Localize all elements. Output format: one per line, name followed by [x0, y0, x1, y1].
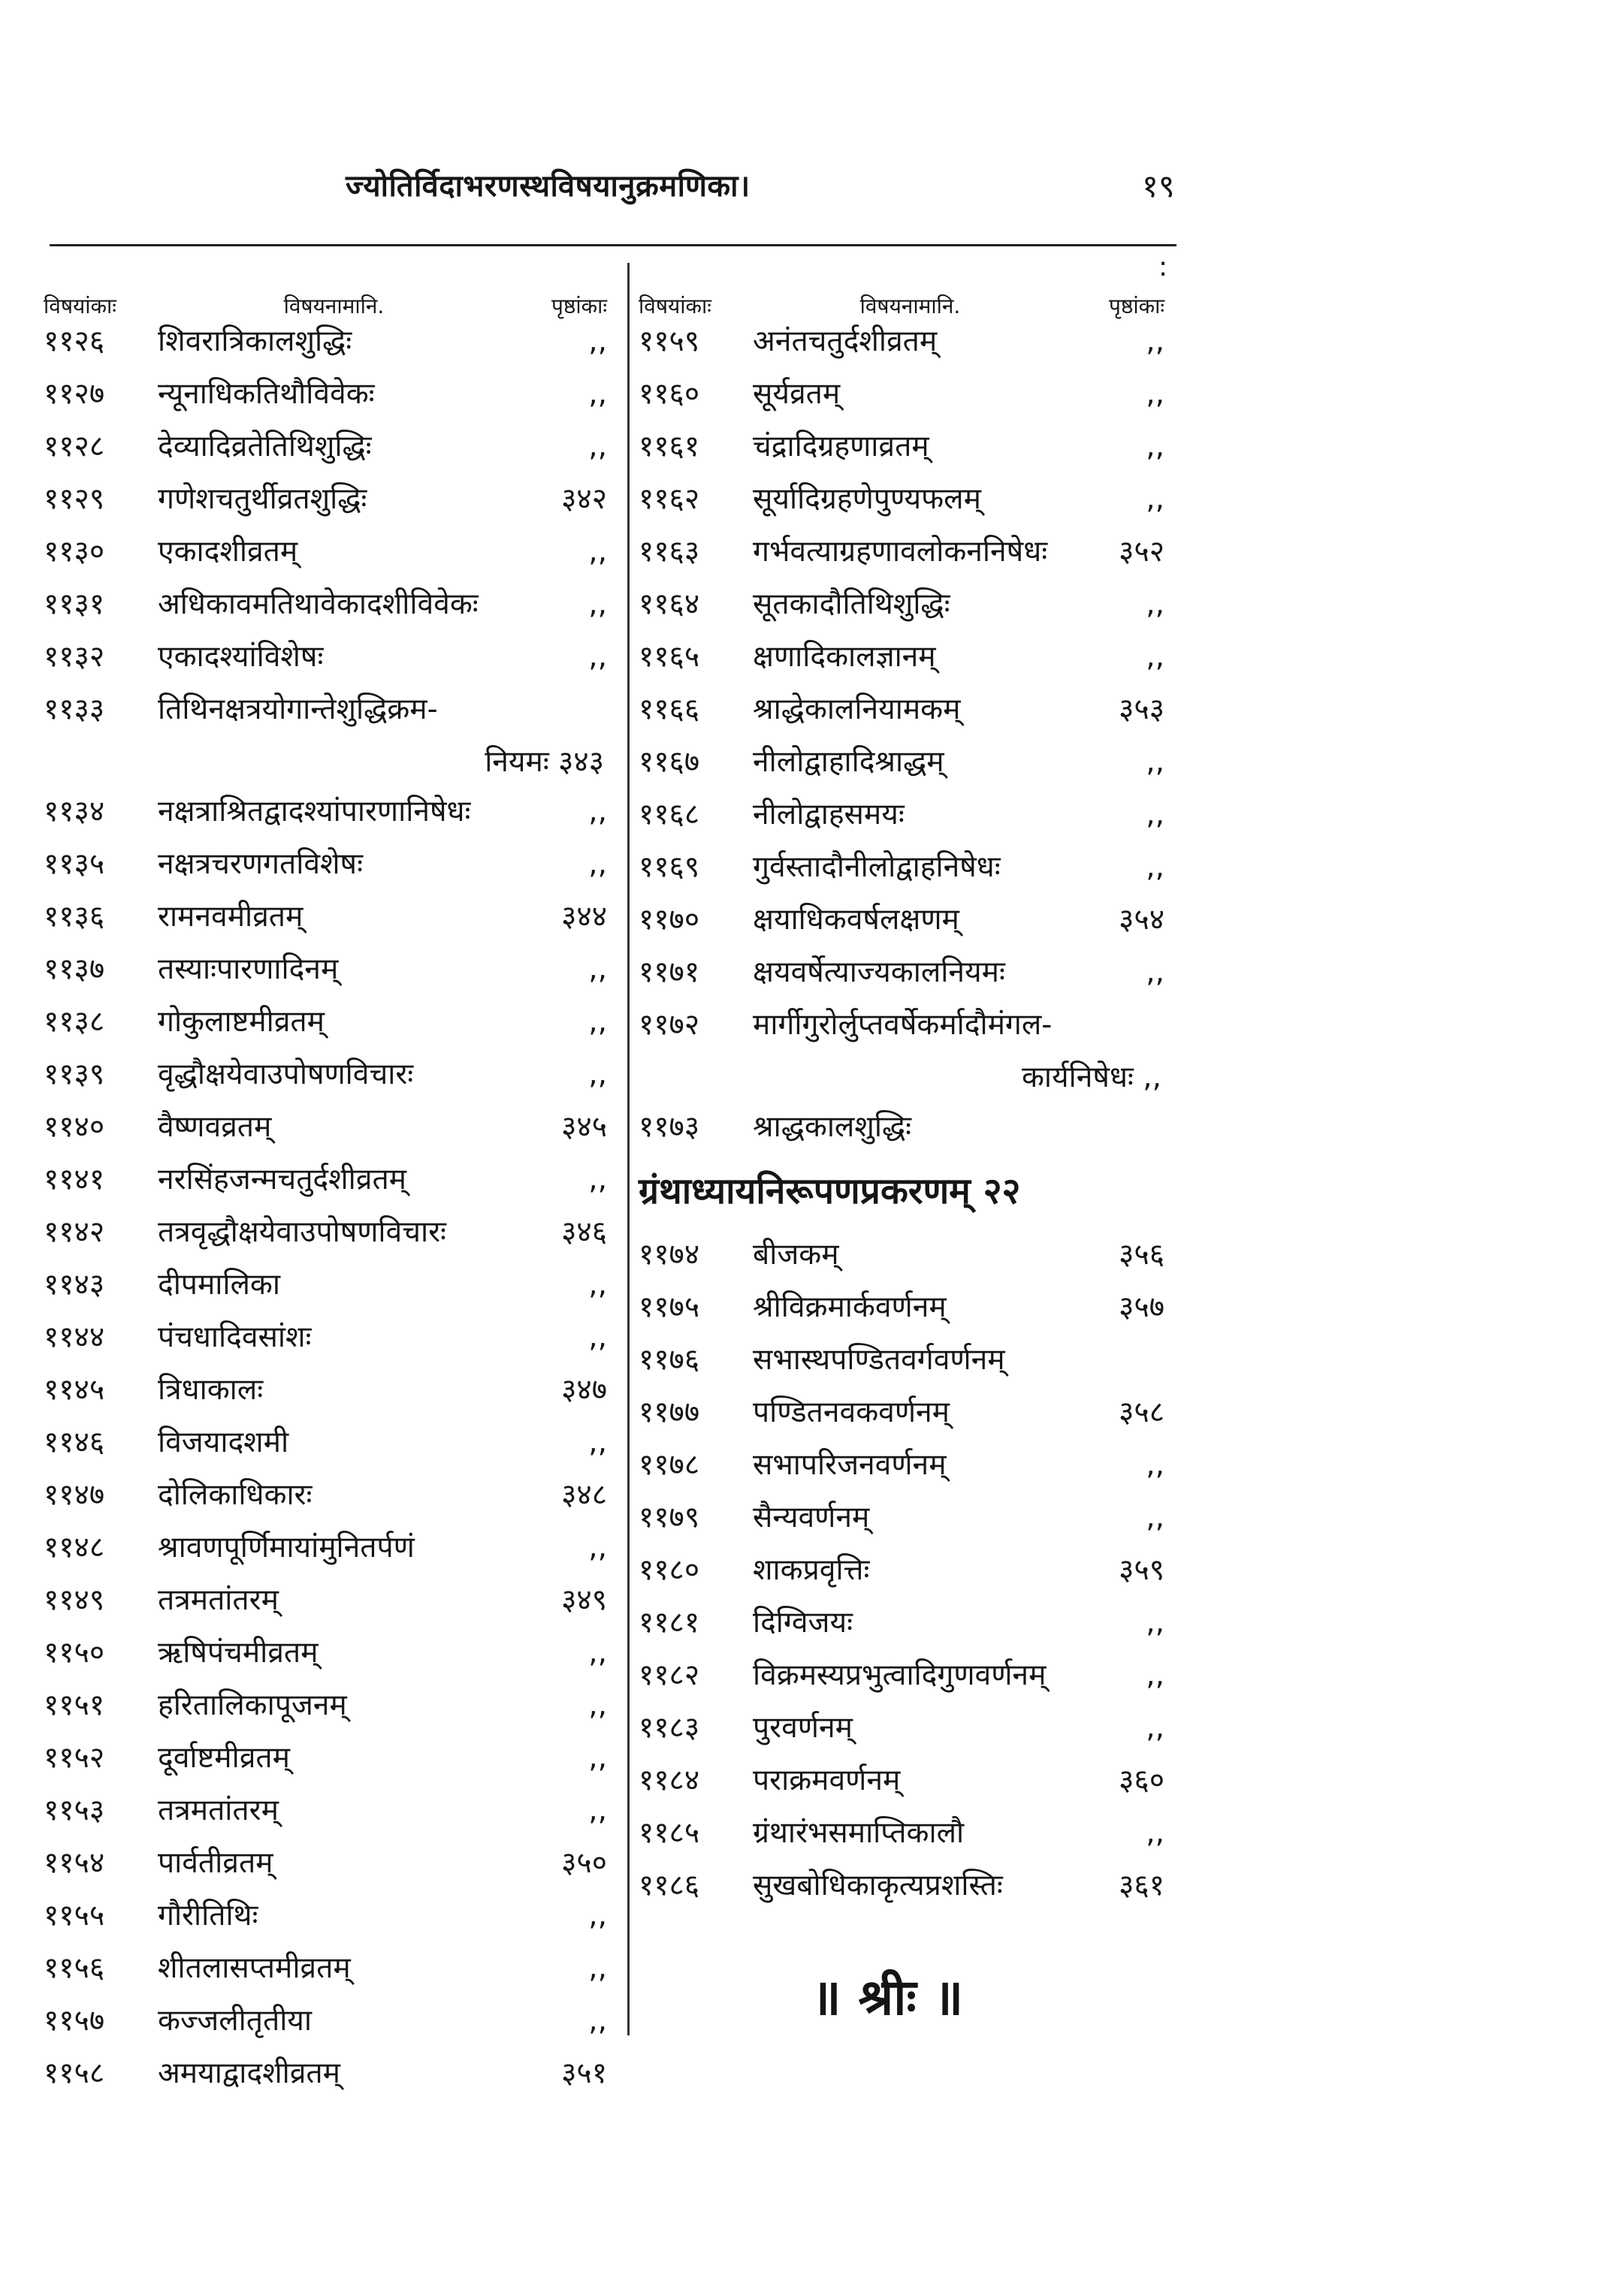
entry-title: अनंतचतुर्दशीव्रतम्: [753, 324, 938, 358]
entry-number: ११२८: [44, 430, 105, 463]
entry-number: ११८६: [639, 1869, 700, 1902]
toc-entry: [44, 790, 607, 843]
entry-number: ११८४: [639, 1763, 700, 1797]
toc-entry: [44, 1526, 607, 1579]
entry-number: ११७४: [639, 1238, 700, 1272]
entry-title: गर्भवत्याग्रहणावलोकननिषेधः: [753, 535, 1048, 569]
entry-page: ,,: [588, 1636, 607, 1670]
toc-entry: [44, 1000, 607, 1053]
entry-number: ११६६: [639, 692, 700, 726]
toc-entry: [639, 320, 1164, 373]
toc-entry: [44, 895, 607, 948]
entry-page: ,,: [1146, 587, 1164, 621]
entry-title: शीतलासप्तमीव्रतम्: [158, 1951, 351, 1985]
entry-title: सभापरिजनवर्णनम्: [753, 1448, 947, 1482]
entry-title: हरितालिकापूजनम्: [158, 1688, 347, 1722]
entry-number: ११३९: [44, 1057, 105, 1091]
entry-number: ११८२: [639, 1658, 700, 1692]
entry-page: ,,: [1146, 430, 1164, 463]
left-column-header: [44, 276, 607, 320]
toc-entry: [44, 425, 607, 478]
entry-number: ११६५: [639, 640, 700, 674]
toc-entry: [44, 1053, 607, 1106]
entry-title: गोकुलाष्टमीव्रतम्: [158, 1005, 325, 1039]
toc-entry: [44, 1736, 607, 1789]
entry-title: गौरीतिथिः: [158, 1899, 258, 1932]
entry-page: ,,: [588, 1057, 607, 1091]
entry-page: ,,: [1146, 1658, 1164, 1692]
entry-page: ,,: [588, 795, 607, 828]
toc-entry: [639, 1812, 1164, 1864]
entry-title: पुरवर्णनम्: [753, 1711, 853, 1745]
toc-entry: [639, 1601, 1164, 1654]
entry-page: ३५७: [1119, 1290, 1164, 1324]
entry-title: श्रीविक्रमार्कवर्णनम्: [753, 1290, 947, 1324]
toc-entry: [639, 425, 1164, 478]
toc-entry: [44, 320, 607, 373]
toc-entry: [44, 1631, 607, 1684]
entry-page: ३४७: [561, 1373, 607, 1407]
entry-page: ,,: [588, 1005, 607, 1039]
toc-entry: [44, 1579, 607, 1631]
entry-title: अधिकावमतिथावेकादशीविवेकः: [158, 587, 479, 621]
header-number-label: विषयांकाः: [639, 294, 711, 318]
entry-page: ३५२: [1119, 535, 1164, 569]
toc-entry: [639, 1549, 1164, 1601]
toc-entry: [44, 688, 607, 741]
entry-number: ११३०: [44, 535, 105, 569]
entry-title: तत्रमतांतरम्: [158, 1794, 279, 1827]
entry-number: ११४७: [44, 1478, 105, 1512]
entry-title: एकादशीव्रतम्: [158, 535, 298, 569]
entry-page: ,,: [588, 1688, 607, 1722]
running-title: ज्योतिर्विदाभरणस्थविषयानुक्रमणिका।: [346, 169, 751, 204]
left-entries: [44, 320, 607, 741]
entry-title: सैन्यवर्णनम्: [753, 1501, 870, 1534]
entry-title: नीलोद्वाहादिश्राद्धम्: [753, 745, 944, 779]
entry-page: ,,: [1146, 1711, 1164, 1745]
entry-number: ११५३: [44, 1794, 105, 1827]
entry-continuation: नियमः ३४३: [485, 745, 604, 779]
entry-page: ,,: [588, 430, 607, 463]
entry-title: शाकप्रवृत्तिः: [753, 1553, 870, 1587]
entry-title: पंचधादिवसांशः: [158, 1320, 312, 1354]
toc-entry: [44, 1947, 607, 1999]
entry-number: ११५२: [44, 1741, 105, 1775]
entry-title: नीलोद्वाहसमयः: [753, 798, 905, 831]
toc-entry: [44, 1789, 607, 1842]
toc-entry: [44, 1684, 607, 1736]
entry-title: गुर्वस्तादौनीलोद्वाहनिषेधः: [753, 850, 1001, 884]
toc-entry: [639, 1233, 1164, 1286]
entry-number: ११८०: [639, 1553, 700, 1587]
toc-entry: [44, 1211, 607, 1263]
entry-title: मार्गीगुरोर्लुप्तवर्षेकर्मादौमंगल-: [753, 1008, 1053, 1042]
entry-number: ११५४: [44, 1846, 105, 1880]
toc-entry: [639, 1706, 1164, 1759]
entry-title: तिथिनक्षत्रयोगान्तेशुद्धिक्रम-: [158, 692, 438, 726]
entry-number: ११४५: [44, 1373, 105, 1407]
entry-title: विजयादशमी: [158, 1426, 289, 1459]
entry-page: ३४६: [561, 1215, 607, 1249]
entry-number: ११६२: [639, 482, 700, 516]
right-entries-3: [639, 1233, 1164, 1917]
toc-entry: [44, 1106, 607, 1158]
entry-number: ११५८: [44, 2056, 105, 2090]
entry-title: वैष्णवव्रतम्: [158, 1110, 272, 1144]
header-subject-label: विषयनामानि.: [283, 294, 385, 318]
entry-page: ,,: [588, 377, 607, 411]
toc-entry: [44, 1842, 607, 1894]
entry-page: ,,: [588, 1531, 607, 1564]
entry-number: ११७०: [639, 903, 700, 937]
entry-continuation: कार्यनिषेधः ,,: [1021, 1061, 1161, 1094]
entry-number: ११८३: [639, 1711, 700, 1745]
entry-number: ११३३: [44, 692, 105, 726]
entry-number: ११३२: [44, 640, 105, 674]
header-rule: [50, 244, 1176, 246]
entry-title: सुखबोधिकाकृत्यप्रशस्तिः: [753, 1869, 1003, 1902]
entry-number: ११४६: [44, 1426, 105, 1459]
entry-page: ३५९: [1119, 1553, 1164, 1587]
entry-number: ११४८: [44, 1531, 105, 1564]
entry-title: एकादश्यांविशेषः: [158, 640, 324, 674]
entry-number: ११६९: [639, 850, 700, 884]
entry-page: ,,: [1146, 798, 1164, 831]
toc-entry: [44, 583, 607, 635]
toc-entry: [639, 1338, 1164, 1391]
right-column: [639, 276, 1164, 2037]
entry-number: ११५५: [44, 1899, 105, 1932]
entry-number: ११६८: [639, 798, 700, 831]
entry-page: ,,: [1146, 955, 1164, 989]
toc-entry: [44, 1894, 607, 1947]
entry-number: ११३१: [44, 587, 105, 621]
entry-title: चंद्रादिग्रहणाव्रतम्: [753, 430, 929, 463]
entry-title: पण्डितनवकवर्णनम्: [753, 1395, 950, 1429]
entry-number: ११३४: [44, 795, 105, 828]
toc-entry: [639, 373, 1164, 425]
entry-title: तत्रवृद्धौक्षयेवाउपोषणविचारः: [158, 1215, 446, 1249]
entry-number: ११७५: [639, 1290, 700, 1324]
entry-title: बीजकम्: [753, 1238, 839, 1272]
page-number: १९: [1142, 167, 1175, 204]
entry-number: ११२६: [44, 324, 105, 358]
entry-number: ११४९: [44, 1583, 105, 1617]
toc-entry: [639, 898, 1164, 951]
entry-title: त्रिधाकालः: [158, 1373, 264, 1407]
toc-entry: [44, 1368, 607, 1421]
entry-page: ३४८: [561, 1478, 607, 1512]
toc-entry: [639, 478, 1164, 530]
entry-page: ३४५: [561, 1110, 607, 1144]
right-entries: [639, 320, 1164, 1056]
toc-entry: [639, 583, 1164, 635]
entry-page: ३४२: [561, 482, 607, 516]
entry-title: कज्जलीतृतीया: [158, 2004, 313, 2038]
toc-entry: [639, 530, 1164, 583]
entry-number: ११४२: [44, 1215, 105, 1249]
entry-title: क्षयवर्षेत्याज्यकालनियमः: [753, 955, 1005, 989]
toc-entry: [44, 635, 607, 688]
entry-title: ऋषिपंचमीव्रतम्: [158, 1636, 319, 1670]
entry-page: ,,: [1146, 640, 1164, 674]
toc-entry: [639, 1003, 1164, 1056]
entry-page: ३५८: [1119, 1395, 1164, 1429]
right-entries-2: [639, 1106, 1164, 1158]
entry-title: देव्यादिव्रतेतिथिशुद्धिः: [158, 430, 372, 463]
toc-entry: [639, 635, 1164, 688]
entry-number: ११३८: [44, 1005, 105, 1039]
entry-title: श्रावणपूर्णिमायांमुनितर्पणं: [158, 1531, 415, 1564]
entry-title: क्षणादिकालज्ञानम्: [753, 640, 936, 674]
entry-page: ३४४: [561, 900, 607, 934]
entry-page: ,,: [1146, 377, 1164, 411]
entry-page: ,,: [588, 1899, 607, 1932]
header-number-label: विषयांकाः: [44, 294, 116, 318]
entry-page: ,,: [588, 640, 607, 674]
entry-title: सभास्थपण्डितवर्गवर्णनम्: [753, 1343, 1005, 1377]
header-subject-label: विषयनामानि.: [859, 294, 961, 318]
toc-entry: [44, 373, 607, 425]
toc-entry: [639, 688, 1164, 741]
entry-number: ११५९: [639, 324, 700, 358]
toc-entry: [44, 1263, 607, 1316]
entry-page: ,,: [588, 1268, 607, 1302]
entry-number: ११७२: [639, 1008, 700, 1042]
toc-entry: [44, 1999, 607, 2052]
entry-number: ११७३: [639, 1110, 700, 1144]
entry-number: ११३७: [44, 952, 105, 986]
toc-entry: [44, 1158, 607, 1211]
entry-page: ,,: [588, 1951, 607, 1985]
entry-title: दूर्वाष्टमीव्रतम्: [158, 1741, 290, 1775]
entry-page: ,,: [1146, 850, 1164, 884]
entry-page: ,,: [588, 1794, 607, 1827]
entry-number: ११४४: [44, 1320, 105, 1354]
entry-page: ३५०: [561, 1846, 607, 1880]
toc-entry: [44, 843, 607, 895]
entry-number: ११८१: [639, 1606, 700, 1640]
entry-number: ११७९: [639, 1501, 700, 1534]
entry-number: ११६४: [639, 587, 700, 621]
toc-entry: [639, 1106, 1164, 1158]
toc-entry: [44, 478, 607, 530]
entry-title: क्षयाधिकवर्षलक्षणम्: [753, 903, 959, 937]
entry-number: ११४०: [44, 1110, 105, 1144]
entry-page: ,,: [1146, 1501, 1164, 1534]
closing-mark: ॥ श्रीः ॥: [811, 1969, 964, 2026]
corner-mark: :: [1158, 252, 1168, 282]
entry-title: वृद्धौक्षयेवाउपोषणविचारः: [158, 1057, 414, 1091]
entry-page: ,,: [588, 587, 607, 621]
entry-page: ,,: [588, 324, 607, 358]
entry-title: सूर्यादिग्रहणेपुण्यफलम्: [753, 482, 981, 516]
entry-number: ११८५: [639, 1816, 700, 1850]
entry-page: ३६०: [1119, 1763, 1164, 1797]
toc-entry: [44, 1421, 607, 1474]
entry-title: श्राद्धकालशुद्धिः: [753, 1110, 912, 1144]
entry-page: ,,: [588, 952, 607, 986]
entry-page: ३५४: [1119, 903, 1164, 937]
toc-entry: [44, 530, 607, 583]
entry-number: ११६०: [639, 377, 700, 411]
toc-entry: [639, 1286, 1164, 1338]
entry-title: रामनवमीव्रतम्: [158, 900, 304, 934]
entry-title: नक्षत्रचरणगतविशेषः: [158, 847, 363, 881]
entry-title: सूतकादौतिथिशुद्धिः: [753, 587, 950, 621]
entry-page: ,,: [588, 1741, 607, 1775]
toc-entry: [639, 793, 1164, 846]
toc-entry: [639, 846, 1164, 898]
entry-number: ११२७: [44, 377, 105, 411]
entry-number: ११२९: [44, 482, 105, 516]
entry-title: तत्रमतांतरम्: [158, 1583, 279, 1617]
entry-page: ३४९: [561, 1583, 607, 1617]
toc-entry: [639, 1444, 1164, 1496]
entry-page: ,,: [588, 2004, 607, 2038]
toc-entry: [44, 1316, 607, 1368]
entry-page: ,,: [1146, 324, 1164, 358]
entry-title: ग्रंथारंभसमाप्तिकालौ: [753, 1816, 965, 1850]
toc-entry: [639, 951, 1164, 1003]
entry-title: अमयाद्वादशीव्रतम्: [158, 2056, 340, 2090]
toc-entry: [639, 1496, 1164, 1549]
entry-title: दोलिकाधिकारः: [158, 1478, 313, 1512]
entry-title: शिवरात्रिकालशुद्धिः: [158, 324, 352, 358]
entry-title: पार्वतीव्रतम्: [158, 1846, 273, 1880]
toc-entry: [44, 2052, 607, 2104]
toc-entry: [44, 1474, 607, 1526]
entry-number: ११७६: [639, 1343, 700, 1377]
entry-number: ११५१: [44, 1688, 105, 1722]
entry-number: ११५०: [44, 1636, 105, 1670]
entry-title: विक्रमस्यप्रभुत्वादिगुणवर्णनम्: [753, 1658, 1047, 1692]
entry-page: ,,: [588, 847, 607, 881]
entry-title: नरसिंहजन्मचतुर्दशीव्रतम्: [158, 1163, 406, 1196]
entry-number: ११३६: [44, 900, 105, 934]
left-column: [44, 276, 607, 2104]
toc-entry: [639, 1654, 1164, 1706]
toc-entry: [639, 1391, 1164, 1444]
entry-page: ,,: [1146, 745, 1164, 779]
left-entries-2: [44, 790, 607, 2104]
entry-title: गणेशचतुर्थीव्रतशुद्धिः: [158, 482, 367, 516]
entry-title: सूर्यव्रतम्: [753, 377, 841, 411]
entry-page: ,,: [588, 1163, 607, 1196]
entry-number: ११४१: [44, 1163, 105, 1196]
entry-number: ११४३: [44, 1268, 105, 1302]
entry-number: ११७१: [639, 955, 700, 989]
entry-page: ,,: [1146, 1816, 1164, 1850]
entry-number: ११५६: [44, 1951, 105, 1985]
toc-entry: [639, 1759, 1164, 1812]
toc-entry: [639, 741, 1164, 793]
entry-page: ३६१: [1119, 1869, 1164, 1902]
entry-title: दिग्विजयः: [753, 1606, 853, 1640]
entry-title: श्राद्धेकालनियामकम्: [753, 692, 961, 726]
entry-number: ११३५: [44, 847, 105, 881]
entry-title: दीपमालिका: [158, 1268, 280, 1302]
entry-page: ३५१: [561, 2056, 607, 2090]
entry-number: ११७७: [639, 1395, 700, 1429]
entry-title: पराक्रमवर्णनम्: [753, 1763, 901, 1797]
entry-number: ११६७: [639, 745, 700, 779]
section-heading: ग्रंथाध्यायनिरूपणप्रकरणम् २२: [639, 1170, 1021, 1212]
entry-page: ,,: [1146, 482, 1164, 516]
entry-title: न्यूनाधिकतिथौविवेकः: [158, 377, 375, 411]
entry-title: नक्षत्राश्रितद्वादश्यांपारणानिषेधः: [158, 795, 471, 828]
entry-page: ,,: [1146, 1448, 1164, 1482]
entry-title: तस्याःपारणादिनम्: [158, 952, 339, 986]
entry-page: ३५६: [1119, 1238, 1164, 1272]
entry-number: ११६३: [639, 535, 700, 569]
right-column-header: [639, 276, 1164, 320]
entry-page: ,,: [588, 535, 607, 569]
entry-number: ११५७: [44, 2004, 105, 2038]
header-page-label: पृष्ठांकाः: [1108, 294, 1164, 318]
toc-entry: [639, 1864, 1164, 1917]
entry-page: ,,: [588, 1320, 607, 1354]
toc-entry: [44, 948, 607, 1000]
column-divider: [627, 263, 630, 2035]
entry-page: ,,: [1146, 1606, 1164, 1640]
entry-number: ११७८: [639, 1448, 700, 1482]
entry-page: ३५३: [1119, 692, 1164, 726]
header-page-label: पृष्ठांकाः: [551, 294, 607, 318]
entry-page: ,,: [588, 1426, 607, 1459]
entry-number: ११६१: [639, 430, 700, 463]
